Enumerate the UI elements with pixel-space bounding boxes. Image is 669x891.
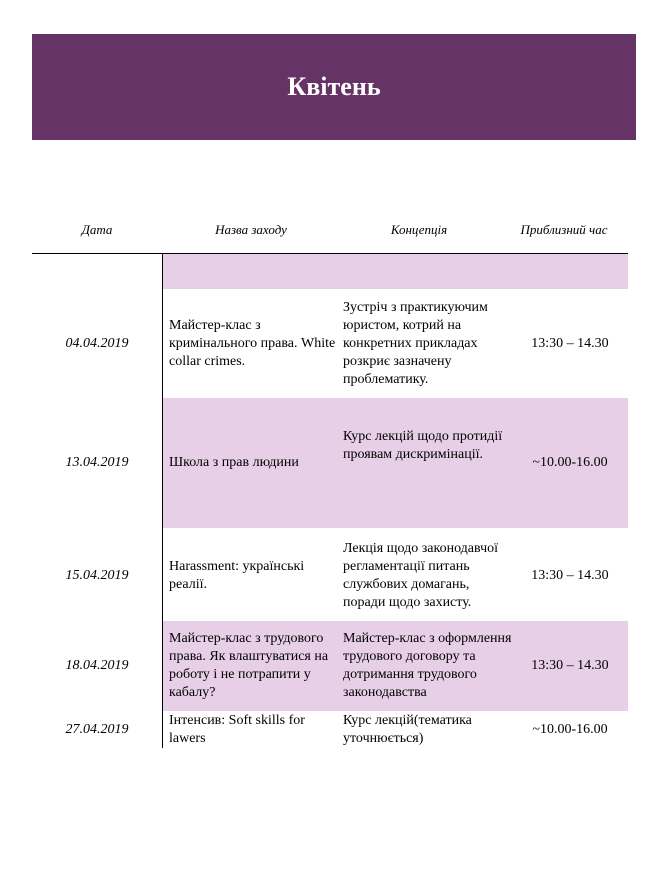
row-concept: Зустріч з практикуючим юристом, котрий на конкретних прикладах розкриє зазначену проблематику. bbox=[343, 299, 488, 387]
header-date: Дата bbox=[81, 222, 113, 237]
shaded-band-top bbox=[163, 254, 628, 289]
table-row bbox=[32, 711, 628, 748]
row-event-name: Інтенсив: Soft skills for lawers bbox=[169, 712, 305, 746]
row-concept: Курс лекцій(тематика уточнюється) bbox=[343, 712, 472, 746]
header-time: Приблизний час bbox=[520, 222, 608, 237]
row-event-name: Школа з прав людини bbox=[169, 455, 299, 470]
table-row bbox=[32, 530, 628, 621]
row-event-name: Майстер-клас з кримінального права. White collar crimes. bbox=[169, 317, 336, 369]
row-time: ~10.00-16.00 bbox=[532, 455, 608, 470]
row-event-name: Harassment: українські реалії. bbox=[169, 558, 305, 592]
row-time: 13:30 – 14.30 bbox=[531, 658, 609, 673]
row-date: 04.04.2019 bbox=[65, 335, 129, 351]
row-concept: Курс лекцій щодо протидії проявам дискримінації. bbox=[343, 429, 503, 462]
row-date: 15.04.2019 bbox=[65, 567, 129, 583]
header-concept: Концепція bbox=[390, 222, 448, 237]
header-name: Назва заходу bbox=[215, 222, 287, 237]
row-concept: Майстер-клас з оформлення трудового договору та дотримання трудового законодавства bbox=[343, 631, 512, 700]
month-title: Квітень bbox=[287, 72, 381, 101]
table-row bbox=[32, 289, 628, 398]
row-date: 18.04.2019 bbox=[65, 658, 129, 673]
row-concept: Лекція щодо законодавчої регламентації питань службових домагань, поради щодо захисту. bbox=[343, 540, 499, 610]
table-row bbox=[32, 398, 628, 528]
table-row bbox=[32, 621, 628, 711]
row-time: 13:30 – 14.30 bbox=[531, 335, 609, 351]
month-banner bbox=[32, 34, 636, 140]
row-date: 27.04.2019 bbox=[65, 721, 129, 737]
row-date: 13.04.2019 bbox=[65, 455, 129, 470]
row-time: 13:30 – 14.30 bbox=[531, 567, 609, 583]
row-event-name: Майстер-клас з трудового права. Як влаштуватися на роботу і не потрапити у кабалу? bbox=[169, 631, 329, 700]
row-time: ~10.00-16.00 bbox=[532, 721, 608, 737]
